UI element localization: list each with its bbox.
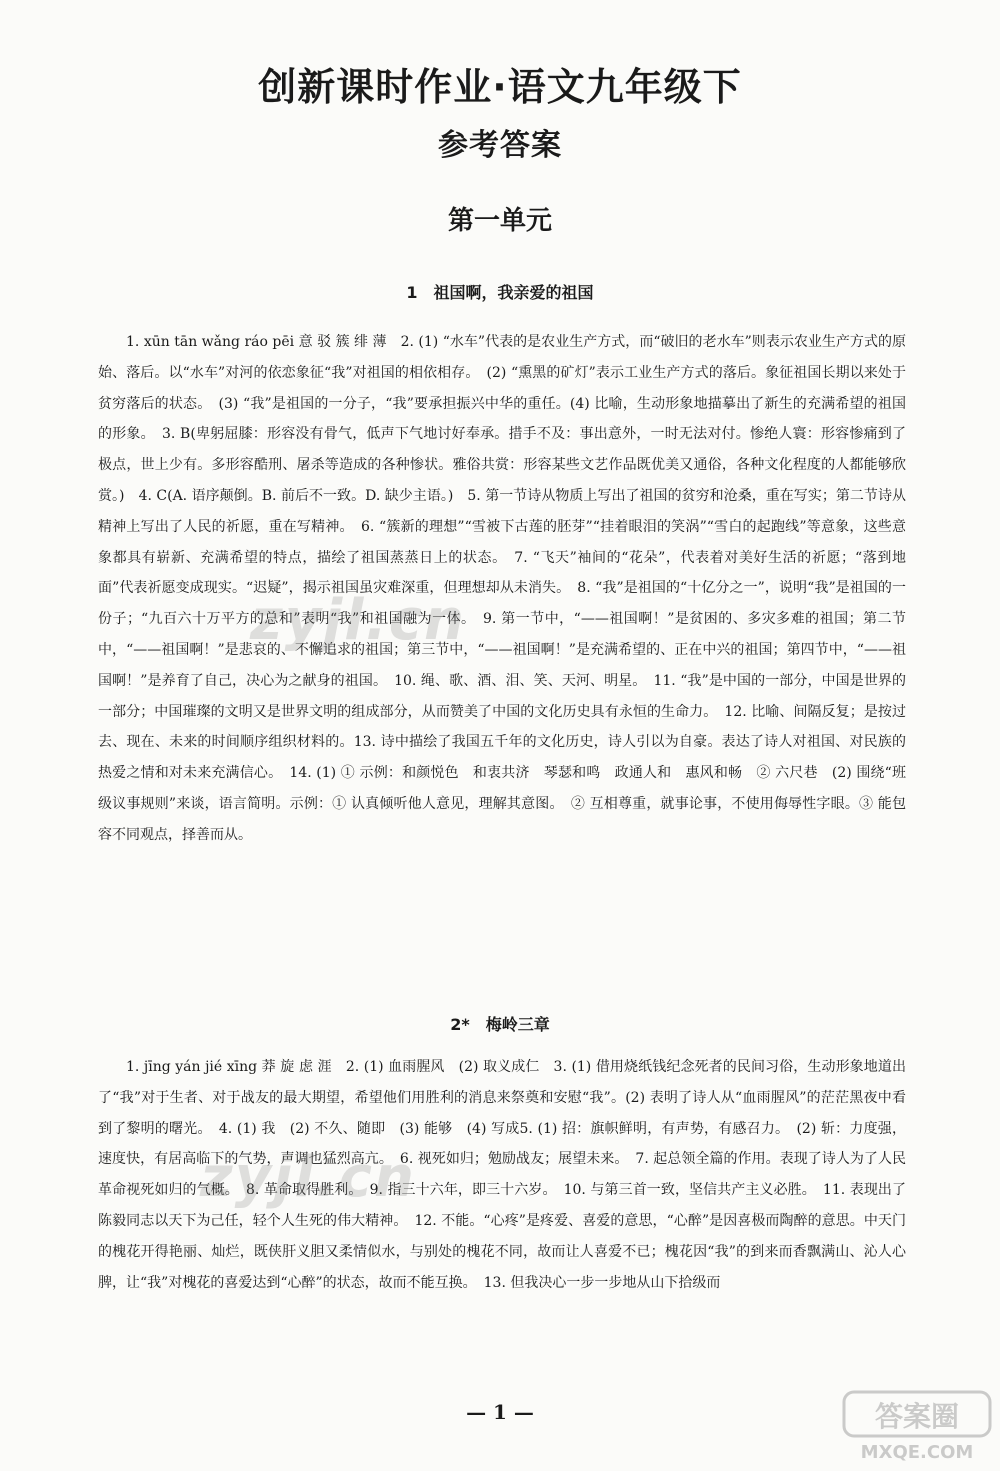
unit-heading: 第一单元 bbox=[447, 206, 552, 236]
watermark: zyjl.cn bbox=[200, 1145, 416, 1210]
answer-paragraph: 1. xūn tān wǎng ráo pēi 意 驳 簇 绯 薄 2. (1) “水车”代表的是农业生产方式，而“破旧的老水车”则表示农业生产方式的原始、落后。以“水车”对河的依恋象征“我”对祖国的相依相存。 (2) “熏黑的矿灯”表示工业生产方式的落后。象征祖国长期以来处于贫穷落后的状态。 (3) “我”是祖国的一分子，“我”要承担振兴中华的重任。(4) 比喻，生动形象地描摹出了新生的充满希望的祖国的形象。 3. B(卑躬屈膝：形容没有骨气，低声下气地讨好奉承。措手不及：事出意外，一时无法对付。惨绝人寰：形容惨痛到了极点，世上少有。多形容酷刑、屠杀等造成的各种惨状。雅俗共赏：形容某些文艺作品既优美又通俗，各种文化程度的人都能够欣赏。) 4. C(A. 语序颠倒。B. 前后不一致。D. 缺少主语。) 5. 第一节诗从物质上写出了祖国的贫穷和沧桑，重在写实；第二节诗从精神上写出了人民的祈愿，重在写精神。 6. “簇新的理想”“雪被下古莲的胚芽”“挂着眼泪的笑涡”“雪白的起跑线”等意象，这些意象都具有崭新、充满希望的特点，描绘了祖国蒸蒸日上的状态。 7. “飞天”袖间的“花朵”，代表着对美好生活的祈愿；“落到地面”代表祈愿变成现实。“迟疑”，揭示祖国虽灾难深重，但理想却从未消失。 8. “我”是祖国的“十亿分之一”，说明“我”是祖国的一份子；“九百六十万平方的总和”表明“我”和祖国融为一体。 9. 第一节中，“——祖国啊！”是贫困的、多灾多难的祖国；第二节中，“——祖国啊！”是悲哀的、不懈追求的祖国；第三节中，“——祖国啊！”是充满希望的、正在中兴的祖国；第四节中，“——祖国啊！”是养育了自己，决心为之献身的祖国。 10. 绳、歌、酒、泪、笑、天河、明星。 11. “我”是中国的一部分，中国是世界的一部分；中国璀璨的文明又是世界文明的组成部分，从而赞美了中国的文化历史具有永恒的生命力。 12. 比喻、间隔反复；是按过去、现在、未来的时间顺序组织材料的。13. 诗中描绘了我国五千年的文化历史，诗人引以为自豪。表达了诗人对祖国、对民族的热爱之情和对未来充满信心。 14. (1) ① 示例：和颜悦色 和衷共济 琴瑟和鸣 政通人和 惠风和畅 ② 六尺巷 (2) 围绕“班级议事规则”来谈，语言简明。示例：① 认真倾听他人意见，理解其意图。 ② 互相尊重，就事论事，不使用侮辱性字眼。③ 能包容不同观点，择善而从。 bbox=[98, 334, 906, 843]
page-number: — 1 — bbox=[466, 1400, 534, 1424]
answer-paragraph: 1. jīng yán jié xīng 莽 旋 虑 涯 2. (1) 血雨腥风 (2) 取义成仁 3. (1) 借用烧纸钱纪念死者的民间习俗，生动形象地道出了“我”对于生者、对于战友的最大期望，希望他们用胜利的消息来祭奠和安慰“我”。(2) 表明了诗人从“血雨腥风”的茫茫黑夜中看到了黎明的曙光。 4. (1) 我 (2) 不久、随即 (3) 能够 (4) 写成5. (1) 招：旗帜鲜明，有声势，有感召力。 (2) 斩：力度强，速度快，有居高临下的气势，声调也猛烈高亢。 6. 视死如归；勉励战友；展望未来。 7. 起总领全篇的作用。表现了诗人为了人民革命视死如归的气概。 8. 革命取得胜利。 9. 指三十六年，即三十六岁。 10. 与第三首一致，坚信共产主义必胜。 11. 表现出了陈毅同志以天下为己任，轻个人生死的伟大精神。 12. 不能。“心疼”是疼爱、喜爱的意思，“心醉”是因喜极而陶醉的意思。中天门的槐花开得艳丽、灿烂，既侠肝义胆又柔情似水，与别处的槐花不同，故而让人喜爱不已；槐花因“我”的到来而香飘满山、沁人心脾，让“我”对槐花的喜爱达到“心醉”的状态，故而不能互换。 13. 但我决心一步一步地从山下拾级而 bbox=[98, 1059, 906, 1291]
svg-text:答案圈: 答案圈 bbox=[874, 1400, 960, 1433]
document-title: 创新课时作业·语文九年级下 bbox=[258, 65, 742, 109]
svg-text:MXQE.COM: MXQE.COM bbox=[860, 1442, 974, 1463]
watermark: zyjl.cn bbox=[250, 588, 466, 653]
site-logo bbox=[842, 1388, 992, 1464]
section-heading: 1 祖国啊，我亲爱的祖国 bbox=[406, 283, 594, 302]
section-heading: 2* 梅岭三章 bbox=[450, 1015, 550, 1034]
document-subtitle: 参考答案 bbox=[438, 128, 562, 163]
